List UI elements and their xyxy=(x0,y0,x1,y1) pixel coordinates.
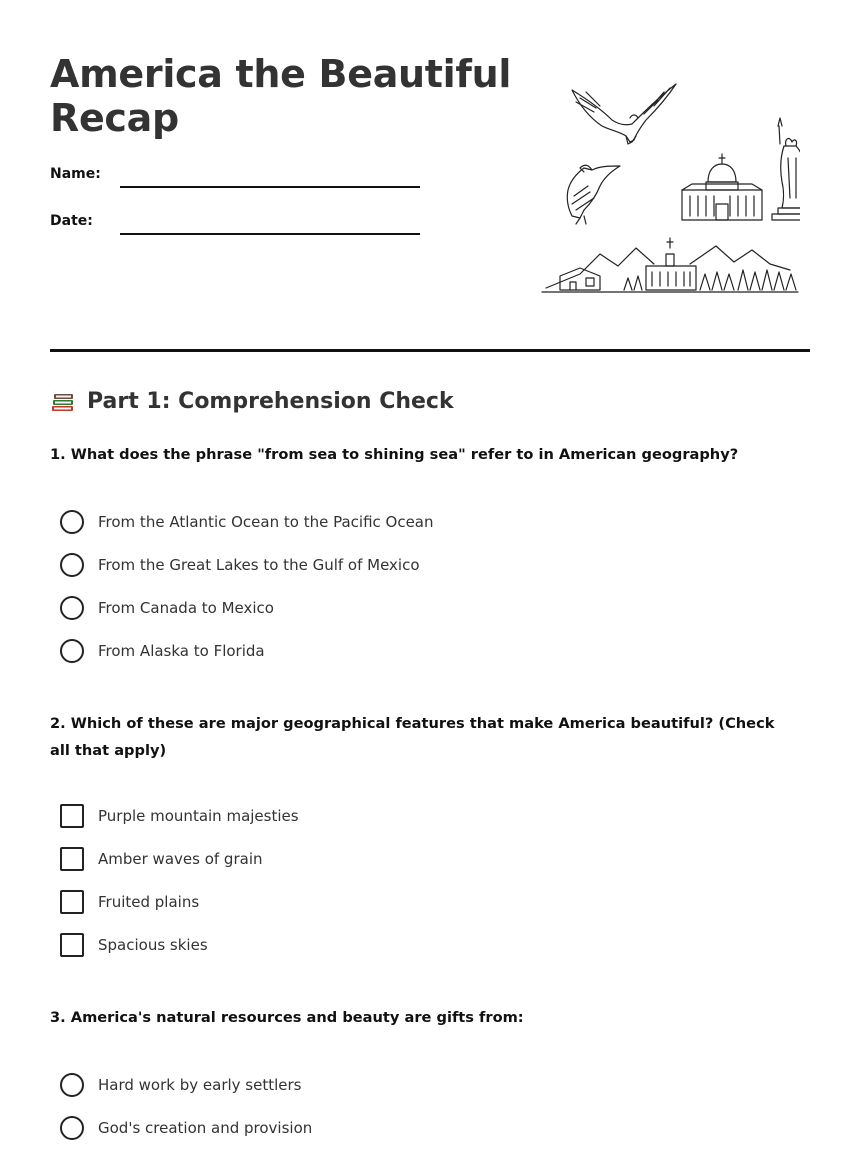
americana-illustration xyxy=(540,78,800,300)
date-input-line[interactable] xyxy=(120,233,420,235)
eagle-icon xyxy=(572,84,676,144)
question-3-option-1[interactable] xyxy=(60,1072,301,1098)
part1-heading xyxy=(50,388,454,414)
option-label: From Alaska to Florida xyxy=(98,642,265,660)
question-2-option-4[interactable] xyxy=(60,932,208,958)
option-label: God's creation and provision xyxy=(98,1119,313,1137)
bald-eagle-icon xyxy=(567,165,620,224)
checkbox[interactable] xyxy=(60,933,84,957)
question-2-option-3[interactable] xyxy=(60,889,199,915)
capitol-building-icon xyxy=(682,154,762,220)
question-1-option-1[interactable] xyxy=(60,509,434,535)
question-2-option-1[interactable] xyxy=(60,803,299,829)
option-label: From Canada to Mexico xyxy=(98,599,274,617)
option-label: Purple mountain majesties xyxy=(98,807,299,825)
option-label: From the Atlantic Ocean to the Pacific Ocean xyxy=(98,513,434,531)
radio-button[interactable] xyxy=(60,1116,84,1140)
option-label: From the Great Lakes to the Gulf of Mexico xyxy=(98,556,420,574)
question-1-option-3[interactable] xyxy=(60,595,274,621)
radio-button[interactable] xyxy=(60,510,84,534)
checkbox[interactable] xyxy=(60,804,84,828)
option-label: Amber waves of grain xyxy=(98,850,263,868)
name-field xyxy=(50,166,430,196)
checkbox[interactable] xyxy=(60,890,84,914)
books-icon xyxy=(50,388,76,414)
radio-button[interactable] xyxy=(60,1073,84,1097)
question-2-option-2[interactable] xyxy=(60,846,263,872)
date-label: Date: xyxy=(50,213,93,229)
mountain-landscape-icon xyxy=(542,238,798,292)
part1-heading-text: Part 1: Comprehension Check xyxy=(87,388,454,414)
question-1-option-4[interactable] xyxy=(60,638,265,664)
question-1-text: 1. What does the phrase "from sea to shining sea" refer to in American geography? xyxy=(50,446,739,463)
question-3-text: 3. America's natural resources and beauty are gifts from: xyxy=(50,1009,524,1026)
name-input-line[interactable] xyxy=(120,186,420,188)
checkbox[interactable] xyxy=(60,847,84,871)
header-divider xyxy=(50,349,810,352)
worksheet-page xyxy=(50,0,810,1161)
radio-button[interactable] xyxy=(60,639,84,663)
question-3-option-2[interactable] xyxy=(60,1115,312,1141)
option-label: Fruited plains xyxy=(98,893,200,911)
statue-of-liberty-icon xyxy=(772,118,800,220)
question-1-option-2[interactable] xyxy=(60,552,420,578)
option-label: Hard work by early settlers xyxy=(98,1076,302,1094)
question-2-text: 2. Which of these are major geographical features that make America beautiful? (Check all that apply) xyxy=(50,715,775,759)
radio-button[interactable] xyxy=(60,553,84,577)
option-label: Spacious skies xyxy=(98,936,208,954)
date-field xyxy=(50,213,430,243)
radio-button[interactable] xyxy=(60,596,84,620)
name-label: Name: xyxy=(50,166,101,182)
worksheet-title: America the Beautiful Recap xyxy=(50,52,512,140)
